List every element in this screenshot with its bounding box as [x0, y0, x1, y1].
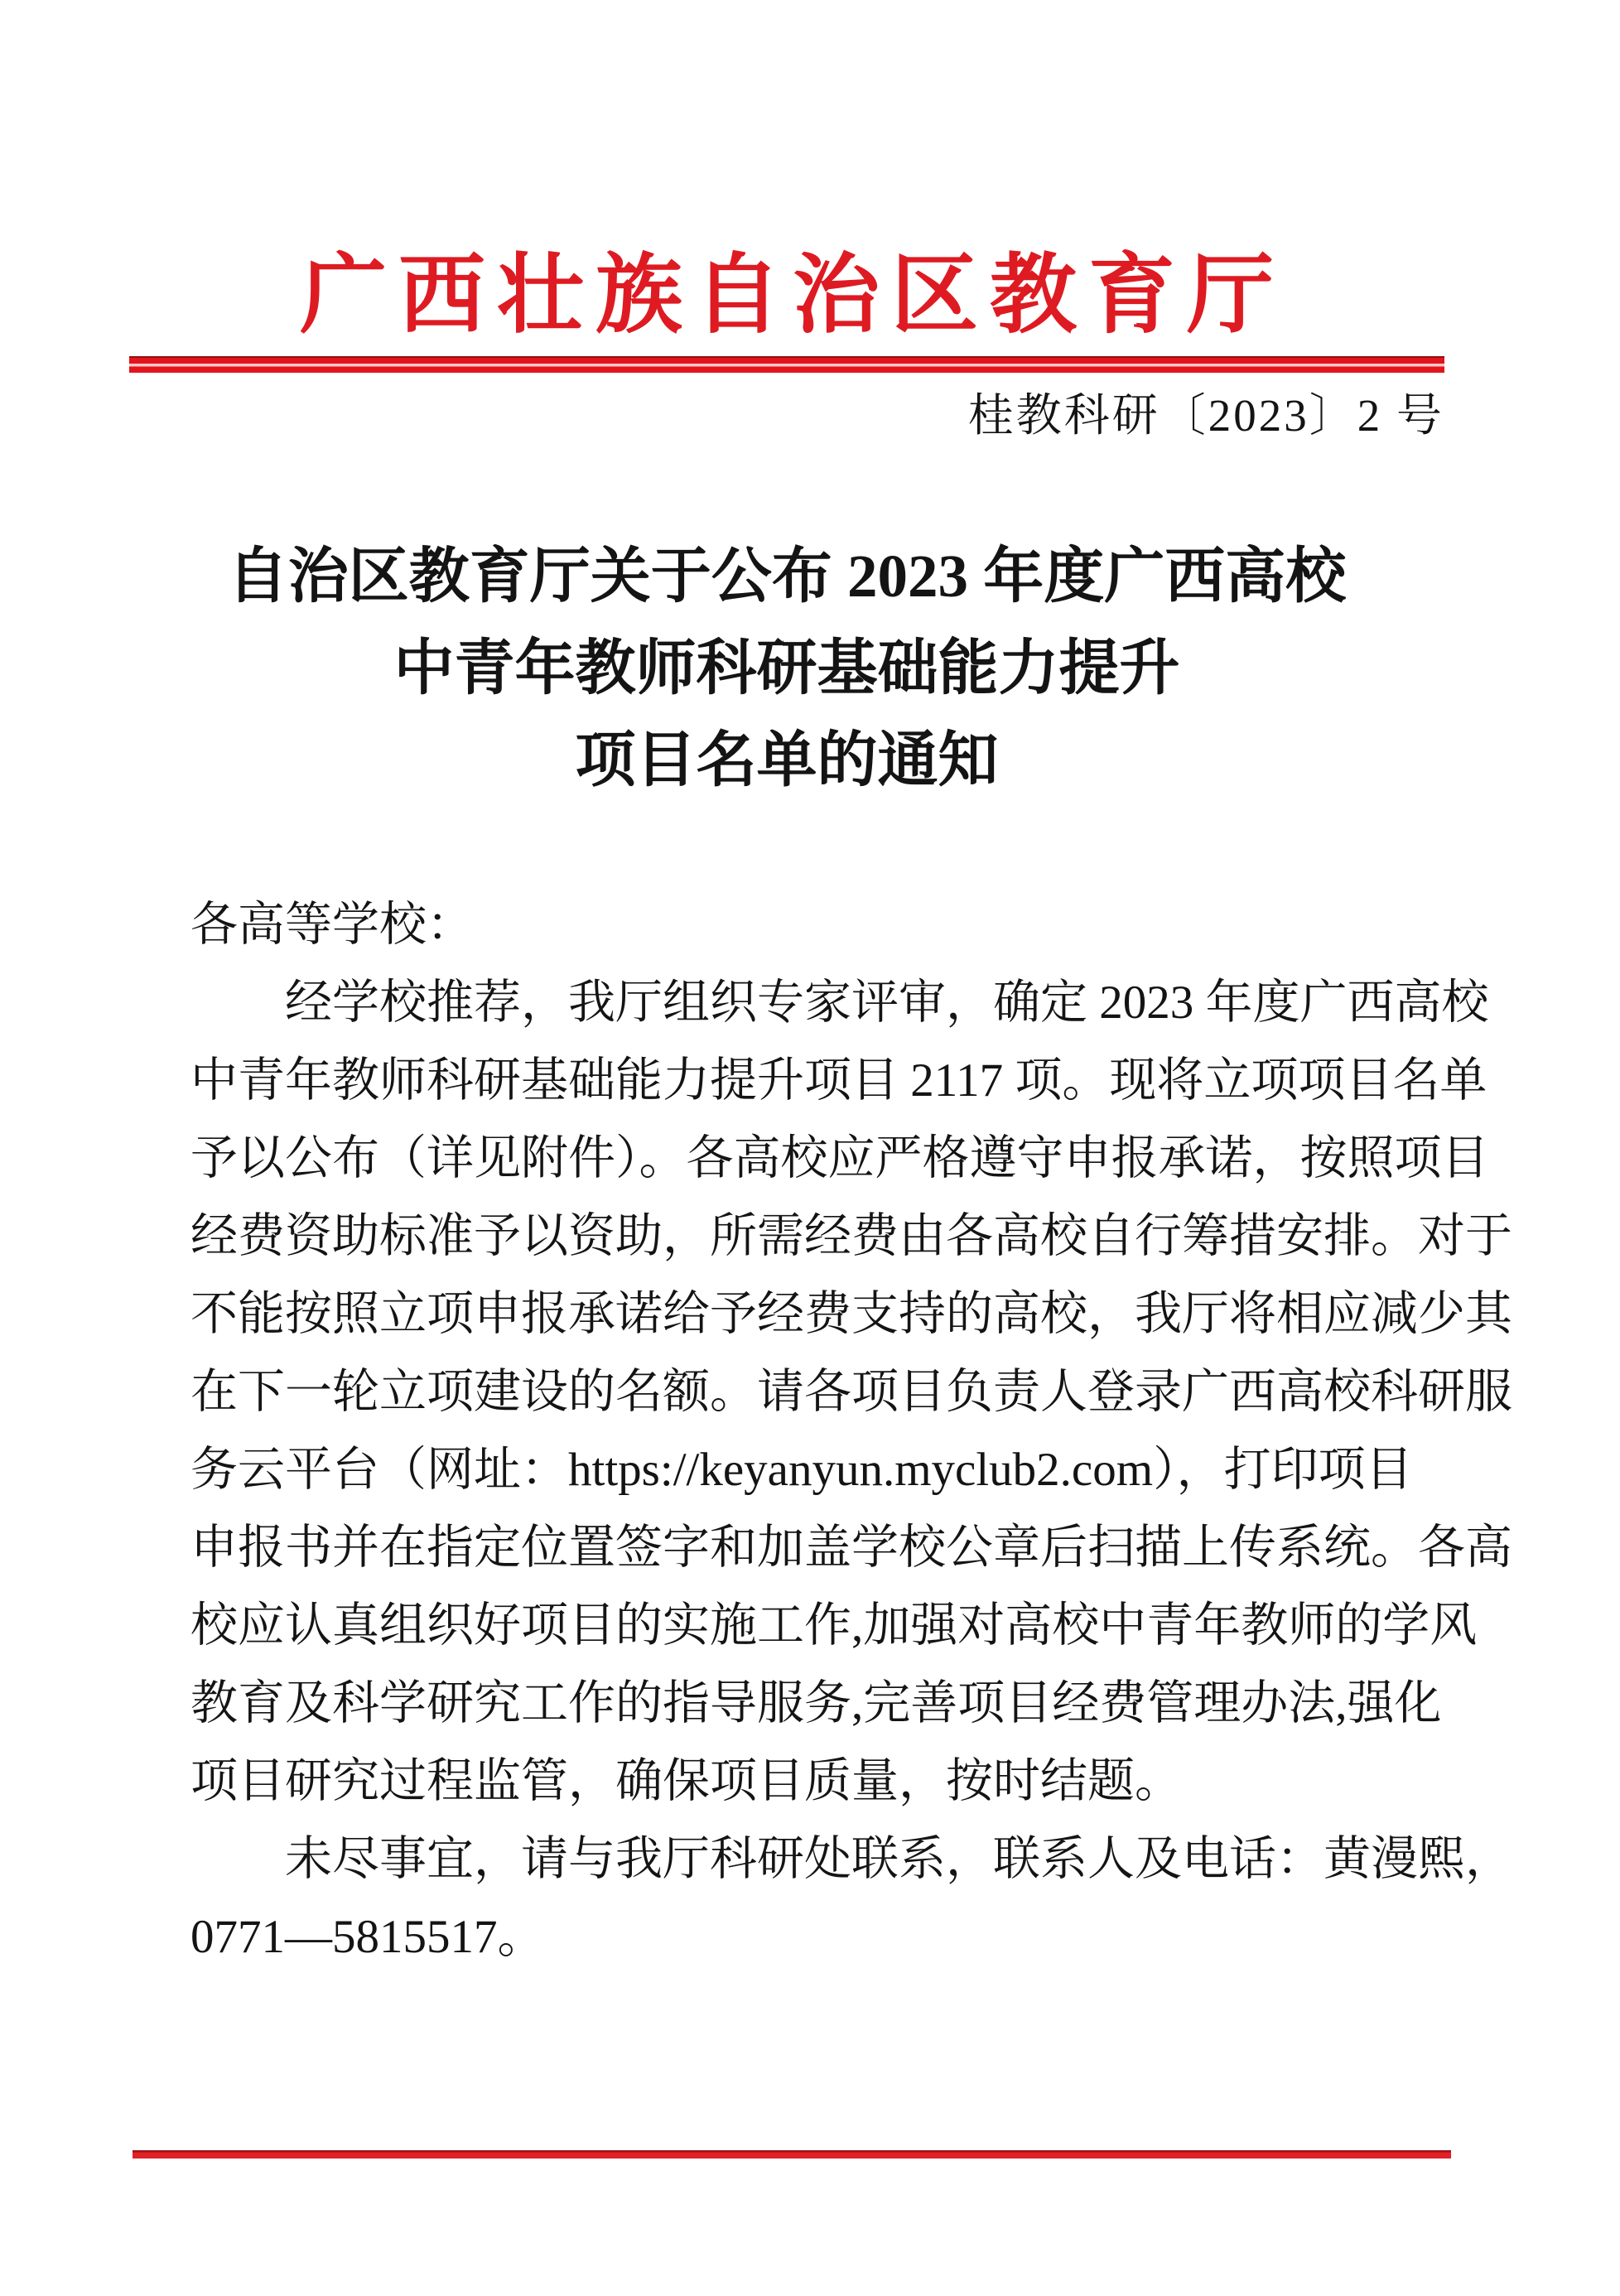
- notice-title: [129, 530, 1444, 806]
- document-number: 桂教科研〔2023〕2 号: [967, 390, 1444, 441]
- body-line: 不能按照立项申报承诺给予经费支持的高校，我厅将相应减少其: [190, 1288, 1512, 1340]
- letterhead-double-rule: [129, 356, 1444, 373]
- body-line-with-url: 务云平台（网址：https://keyanyun.myclub2.com），打印项目: [190, 1444, 1413, 1496]
- notice-title-line: 项目名单的通知: [575, 726, 999, 793]
- body-line: 教育及科学研究工作的指导服务,完善项目经费管理办法,强化: [190, 1677, 1442, 1729]
- body-line: 未尽事宜，请与我厅科研处联系，联系人及电话：黄漫熙，: [285, 1833, 1512, 1885]
- body-line: 在下一轮立项建设的名额。请各项目负责人登录广西高校科研服: [190, 1366, 1512, 1418]
- body-line: 经费资助标准予以资助，所需经费由各高校自行筹措安排。对于: [190, 1210, 1512, 1262]
- body-line: 经学校推荐，我厅组织专家评审，确定 2023 年度广西高校: [285, 977, 1489, 1029]
- body-line: 申报书并在指定位置签字和加盖学校公章后扫描上传系统。各高: [190, 1522, 1512, 1574]
- body-line: 予以公布（详见附件）。各高校应严格遵守申报承诺，按照项目: [190, 1132, 1489, 1184]
- body-line: 中青年教师科研基础能力提升项目 2117 项。现将立项项目名单: [190, 1054, 1487, 1107]
- notice-title-line: 中青年教师科研基础能力提升: [393, 634, 1180, 702]
- body-line: 项目研究过程监管，确保项目质量，按时结题。: [190, 1755, 1182, 1807]
- footer-rule: [133, 2150, 1451, 2159]
- salutation-line: 各高等学校：: [190, 899, 474, 951]
- notice-title-line: 自治区教育厅关于公布 2023 年度广西高校: [227, 543, 1347, 610]
- contact-phone-line: 0771—5815517。: [190, 1911, 545, 1963]
- notice-body: [190, 886, 1512, 1976]
- body-line: 校应认真组织好项目的实施工作,加强对高校中青年教师的学风: [190, 1599, 1478, 1652]
- agency-name-heading: 广西壮族自治区教育厅: [299, 247, 1285, 344]
